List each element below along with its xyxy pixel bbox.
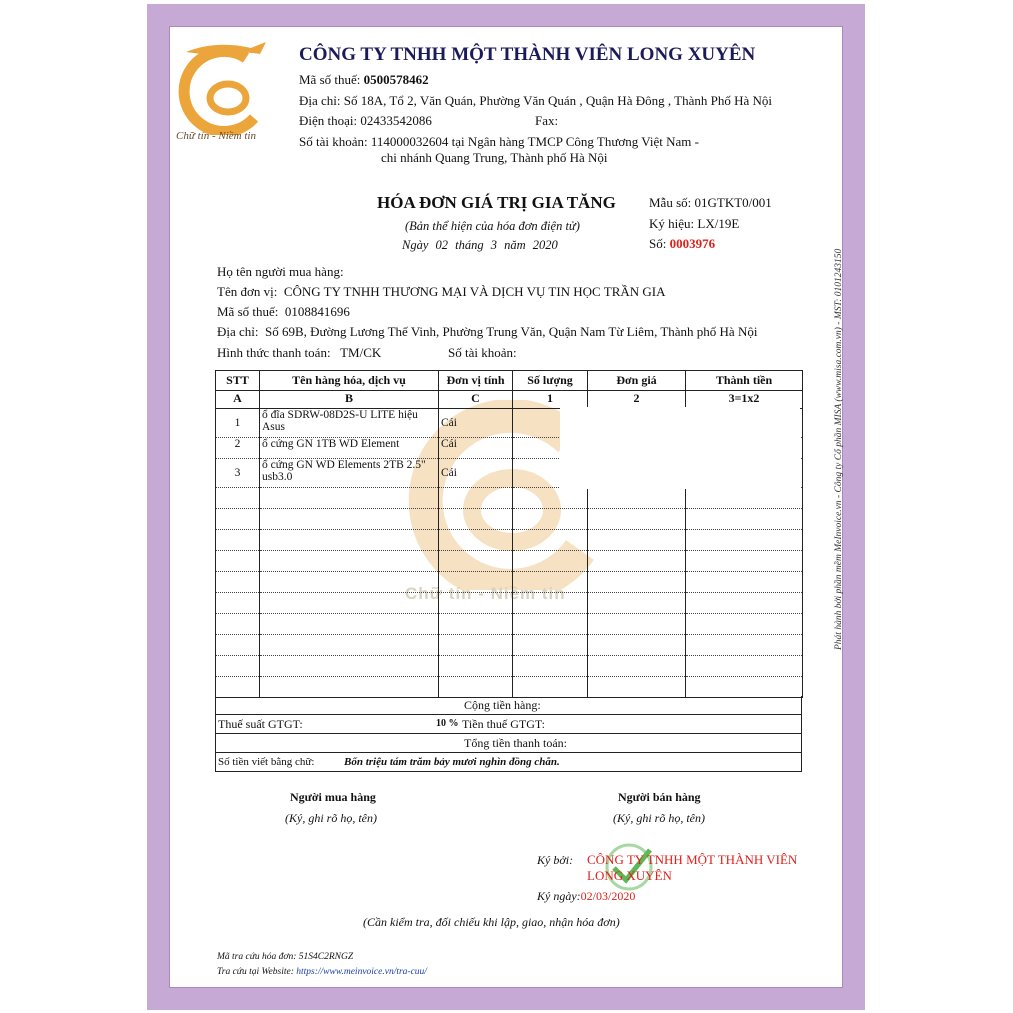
signed-by-line1: CÔNG TY TNHH MỘT THÀNH VIÊN: [587, 852, 798, 867]
empty-row: [216, 677, 803, 698]
seller-sign-note: (Ký, ghi rõ họ, tên): [613, 811, 705, 825]
buyer-payment: TM/CK: [340, 345, 382, 360]
logo-tagline: Chữ tín - Niềm tin: [176, 130, 256, 142]
empty-row: [216, 488, 803, 509]
header-price: Đơn giá: [588, 371, 686, 391]
empty-row: [216, 593, 803, 614]
invoice-title: HÓA ĐƠN GIÁ TRỊ GIA TĂNG: [377, 193, 616, 212]
number-label: Số:: [649, 236, 667, 251]
row-unit: Cái: [439, 438, 513, 459]
invoice-subtitle: (Bản thể hiện của hóa đơn điện tử): [405, 219, 580, 233]
row-stt: 3: [216, 459, 260, 488]
invoice-number: 0003976: [669, 236, 716, 251]
header-stt: STT: [216, 371, 260, 391]
form-code: 01GTKT0/001: [694, 195, 772, 210]
empty-row: [216, 656, 803, 677]
totals-box: [215, 696, 802, 772]
code-b: B: [260, 391, 439, 409]
seller-address: Số 18A, Tổ 2, Văn Quán, Phường Văn Quán , Quận Hà Đông , Thành Phố Hà Nội: [343, 93, 772, 108]
code-c: C: [439, 391, 513, 409]
seller-account-line2: chi nhánh Quang Trung, Thành phố Hà Nội: [381, 150, 608, 165]
seller-tax-label: Mã số thuế:: [299, 72, 361, 87]
empty-row: [216, 572, 803, 593]
code-a: A: [216, 391, 260, 409]
grand-total-label: Tổng tiền thanh toán:: [464, 736, 567, 750]
buyer-address-label: Địa chỉ:: [217, 324, 259, 339]
row-name: ổ cứng GN WD Elements 2TB 2.5" usb3.0: [260, 459, 439, 488]
signed-date-label: Ký ngày:: [537, 889, 581, 903]
code-1: 1: [513, 391, 588, 409]
symbol-label: Ký hiệu:: [649, 216, 695, 231]
watermark-tagline: Chữ tín - Niềm tin: [405, 584, 566, 603]
row-name: ổ đĩa SDRW-08D2S-U LITE hiệu Asus: [260, 409, 439, 438]
company-logo: [176, 40, 276, 135]
row-stt: 2: [216, 438, 260, 459]
empty-row: [216, 509, 803, 530]
code-3: 3=1x2: [686, 391, 803, 409]
seller-name: CÔNG TY TNHH MỘT THÀNH VIÊN LONG XUYÊN: [299, 44, 756, 65]
lookup-site-label: Tra cứu tại Website:: [217, 967, 294, 977]
seller-fax-label: Fax:: [535, 113, 559, 128]
invoice-date: Ngày 02 tháng 3 năm 2020: [402, 238, 558, 252]
empty-row: [216, 635, 803, 656]
seller-address-label: Địa chỉ:: [299, 93, 341, 108]
seller-account-label: Số tài khoản:: [299, 134, 368, 149]
empty-row: [216, 614, 803, 635]
seller-account-line1: 114000032604 tại Ngân hàng TMCP Công Thương Việt Nam -: [370, 134, 699, 149]
seller-sign-title: Người bán hàng: [618, 790, 701, 804]
vat-amount-label: Tiền thuế GTGT:: [462, 717, 545, 731]
buyer-account-label: Số tài khoản:: [448, 345, 517, 360]
vat-rate-label: Thuế suất GTGT:: [218, 717, 303, 731]
header-amount: Thành tiền: [686, 371, 803, 391]
buyer-unit-label: Tên đơn vị:: [217, 284, 278, 299]
row-name: ổ cứng GN 1TB WD Element: [260, 438, 439, 459]
subtotal-label: Cộng tiền hàng:: [464, 698, 541, 712]
buyer-tax-label: Mã số thuế:: [217, 304, 279, 319]
in-words-label: Số tiền viết bằng chữ:: [218, 756, 315, 768]
buyer-sign-note: (Ký, ghi rõ họ, tên): [285, 811, 377, 825]
check-note: (Cần kiểm tra, đối chiếu khi lập, giao, nhận hóa đơn): [363, 915, 620, 929]
buyer-address: Số 69B, Đường Lương Thế Vinh, Phường Trung Văn, Quận Nam Từ Liêm, Thành phố Hà Nội: [265, 324, 758, 339]
symbol-code: LX/19E: [697, 216, 740, 231]
empty-row: [216, 530, 803, 551]
header-unit: Đơn vị tính: [439, 371, 513, 391]
row-unit: Cái: [439, 459, 513, 488]
form-label: Mẫu số:: [649, 195, 692, 210]
in-words: Bốn triệu tám trăm bảy mươi nghìn đồng chẵn.: [344, 756, 560, 768]
code-2: 2: [588, 391, 686, 409]
buyer-unit: CÔNG TY TNHH THƯƠNG MẠI VÀ DỊCH VỤ TIN HỌC TRẦN GIA: [283, 284, 666, 299]
header-qty: Số lượng: [513, 371, 588, 391]
vat-rate: 10 %: [436, 718, 459, 729]
buyer-payment-label: Hình thức thanh toán:: [217, 345, 331, 360]
signed-by-line2: LONG XUYÊN: [587, 868, 672, 883]
lookup-code: 51S4C2RNGZ: [298, 952, 354, 962]
publisher-side-text: Phát hành bởi phần mềm MeInvoice.vn - Công ty Cổ phần MISA (www.misa.com.vn) - MST: 0101243150: [834, 248, 844, 650]
buyer-sign-title: Người mua hàng: [290, 790, 376, 804]
row-stt: 1: [216, 409, 260, 438]
lookup-site-link[interactable]: https://www.meinvoice.vn/tra-cuu/: [296, 967, 427, 977]
header-name: Tên hàng hóa, dịch vụ: [260, 371, 439, 391]
seller-tax-code: 0500578462: [363, 72, 429, 87]
seller-phone: 02433542086: [360, 113, 432, 128]
signed-by-label: Ký bởi:: [537, 853, 574, 867]
seller-phone-label: Điện thoại:: [299, 113, 358, 128]
signed-date: 02/03/2020: [580, 889, 636, 903]
redacted-amounts: [560, 407, 800, 489]
row-unit: Cái: [439, 409, 513, 438]
lookup-code-label: Mã tra cứu hóa đơn:: [217, 952, 297, 962]
buyer-name-label: Họ tên người mua hàng:: [217, 264, 344, 279]
empty-row: [216, 551, 803, 572]
buyer-tax-code: 0108841696: [284, 304, 350, 319]
